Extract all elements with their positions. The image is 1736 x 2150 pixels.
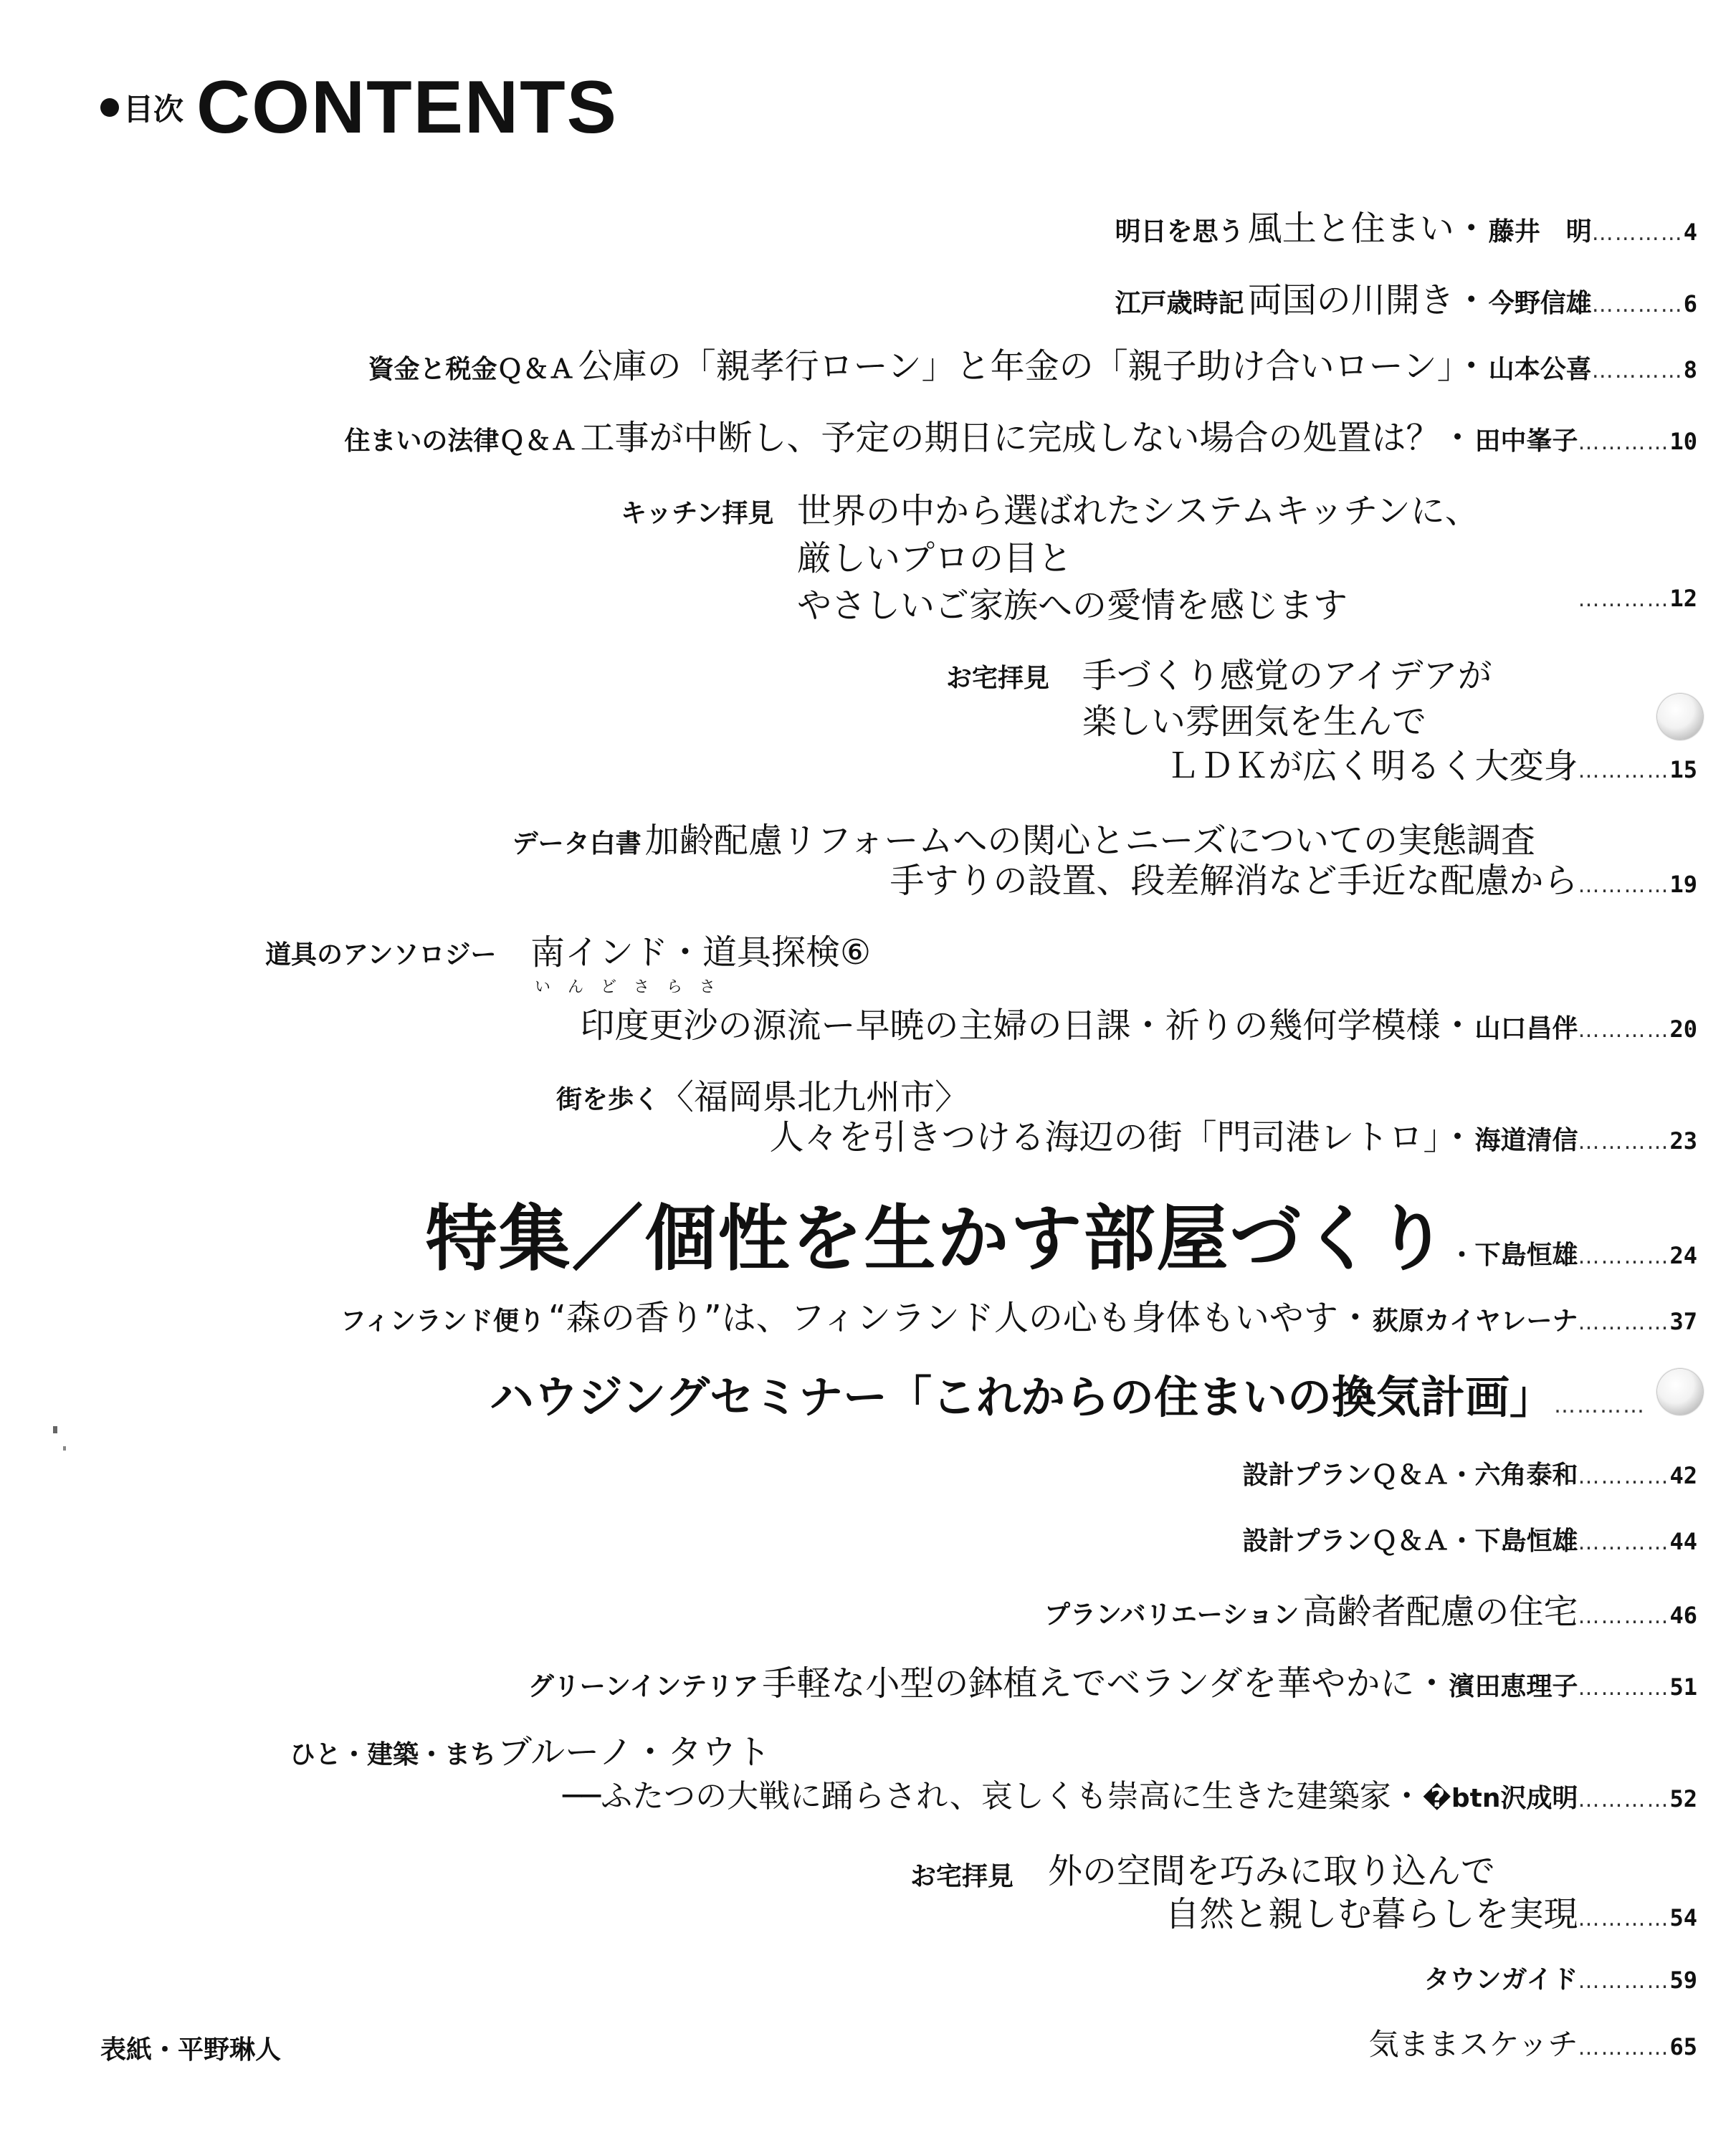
entry-label: データ白書 — [512, 829, 642, 859]
leader-dots: ………… — [1578, 1530, 1670, 1555]
toc-entry[interactable] — [340, 1290, 1697, 1339]
entry-title: 公庫の「親孝行ローン」と年金の「親子助け合いローン」・ — [578, 346, 1489, 386]
header-label: 目次 — [123, 92, 184, 127]
entry-title-line: 加齢配慮リフォームへの関心とニーズについての実態調査 — [644, 821, 1535, 861]
entry-label: キッチン拝見 — [621, 499, 774, 528]
page-number: 6 — [1683, 290, 1697, 317]
page-number: 24 — [1669, 1242, 1697, 1269]
entry-author: 海道清信 — [1474, 1126, 1578, 1155]
leader-dots: ………… — [1578, 1018, 1670, 1043]
scan-speck — [53, 1426, 57, 1433]
entry-title: 高齢者配慮の住宅 — [1302, 1592, 1578, 1632]
toc-entry[interactable] — [1242, 1455, 1697, 1491]
page-number: 51 — [1669, 1673, 1697, 1701]
leader-dots: ………… — [1578, 1969, 1670, 1994]
entry-title-line: ブルーノ・タウト — [497, 1732, 771, 1772]
entry-title: 風土と住まい・ — [1247, 209, 1489, 249]
entry-author: 藤井 明 — [1488, 217, 1592, 247]
toc-entry[interactable] — [1115, 201, 1697, 250]
page-number: 42 — [1669, 1462, 1697, 1489]
page-number: 52 — [1669, 1785, 1697, 1812]
page-number: 12 — [1669, 585, 1697, 612]
scan-speck — [63, 1446, 66, 1451]
tab-marker-icon — [1657, 1369, 1703, 1415]
entry-title-line: 印度更沙の源流ー早暁の主婦の日課・祈りの幾何学模様・ — [580, 1005, 1475, 1046]
leader-dots: ………… — [1578, 1676, 1670, 1701]
entry-label: 住まいの法律Ｑ＆Ａ — [344, 426, 577, 456]
seminar-title: ハウジングセミナー「これからの住まいの換気計画」 — [489, 1371, 1554, 1423]
toc-entry[interactable] — [368, 338, 1697, 388]
entry-title-line: 世界の中から選ばれたシステムキッチンに、 — [797, 491, 1479, 531]
toc-entry[interactable] — [528, 1656, 1697, 1705]
leader-dots: ………… — [1578, 1464, 1670, 1489]
toc-entry[interactable] — [1044, 1584, 1697, 1633]
entry-title-line: 〈福岡県北九州市〉 — [659, 1077, 970, 1117]
page-title: CONTENTS — [196, 65, 619, 149]
page-number: 44 — [1669, 1528, 1697, 1555]
tab-marker-icon — [1657, 694, 1703, 740]
seminar-entry[interactable] — [490, 1362, 1646, 1425]
entry-author: 下島恒雄 — [1474, 1526, 1578, 1556]
page-number: 46 — [1669, 1602, 1697, 1629]
entry-title-line: ──ふたつの大戦に踊らされ、哀しくも崇高に生きた建築家・ — [563, 1778, 1423, 1815]
entry-author: 今野信雄 — [1488, 289, 1592, 318]
entry-title-line: 外の空間を巧みに取り込んで — [1048, 1851, 1496, 1891]
entry-title-line: 南インド・道具探検⑥ — [530, 932, 872, 973]
leader-dots: ………… — [1578, 1129, 1670, 1155]
leader-dots: ………… — [1554, 1393, 1646, 1418]
feature-entry[interactable] — [425, 1181, 1697, 1284]
leader-dots: ………… — [1578, 758, 1670, 783]
page-number: 4 — [1683, 219, 1697, 246]
entry-author: 田中峯子 — [1474, 426, 1578, 456]
entry-title: “森の香り”は、フィンランド人の心も身体もいやす・ — [548, 1298, 1373, 1338]
entry-label: プランバリエーション — [1044, 1600, 1299, 1630]
entry-title-line: やさしいご家族への愛情を感じます — [797, 586, 1348, 626]
leader-dots: ………… — [1578, 1787, 1670, 1812]
toc-entry[interactable] — [344, 410, 1697, 459]
entry-author: 濱田恵理子 — [1449, 1672, 1578, 1701]
entry-label: 資金と税金Ｑ＆Ａ — [368, 355, 575, 384]
leader-dots: ………… — [1578, 1310, 1670, 1335]
entry-label: タウンガイド — [1423, 1965, 1578, 1994]
entry-title-line: 自然と親しむ暮らしを実現 — [1165, 1894, 1578, 1934]
entry-author: ・下島恒雄 — [1449, 1241, 1578, 1270]
entry-label: 設計プランＱ＆Ａ・ — [1242, 1526, 1475, 1556]
entry-label: グリーンインテリア — [528, 1672, 759, 1701]
cover-credit: 表紙・平野琳人 — [100, 2035, 282, 2065]
entry-label: 道具のアンソロジー — [265, 940, 497, 970]
entry-label: フィンランド便り — [340, 1306, 545, 1336]
entry-title-line: 厳しいプロの目と — [797, 538, 1073, 578]
entry-label: ひと・建築・まち — [290, 1740, 497, 1769]
entry-title-line: 手づくり感覚のアイデアが — [1082, 656, 1492, 696]
entry-author: 山口昌伴 — [1474, 1014, 1578, 1043]
bullet-icon — [100, 98, 119, 117]
entry-title: 気ままスケッチ — [1368, 2027, 1578, 2062]
page-number: 19 — [1669, 871, 1697, 898]
toc-entry[interactable] — [1115, 272, 1697, 322]
entry-title-line: 手すりの設置、段差解消など手近な配慮から — [890, 861, 1578, 901]
leader-dots: ………… — [1578, 1906, 1670, 1931]
contents-header — [100, 64, 618, 150]
entry-label: お宅拝見 — [910, 1862, 1014, 1891]
feature-title: 特集／個性を生かす部屋づくり — [425, 1196, 1449, 1281]
entry-title-line: 人々を引きつける海辺の街「門司港レトロ」・ — [769, 1117, 1475, 1157]
leader-dots: ………… — [1591, 358, 1684, 383]
page-number: 10 — [1669, 428, 1697, 455]
leader-dots: ………… — [1591, 292, 1684, 317]
entry-title: 工事が中断し、予定の期日に完成しない場合の処置は？・ — [580, 418, 1475, 458]
entry-title-line: 楽しい雰囲気を生んで — [1082, 702, 1427, 742]
toc-entry[interactable] — [1369, 2021, 1697, 2064]
leader-dots: ………… — [1578, 430, 1670, 455]
page-number: 54 — [1669, 1904, 1697, 1931]
entry-label: お宅拝見 — [946, 664, 1050, 693]
page-number: 20 — [1669, 1016, 1697, 1043]
leader-dots: ………… — [1578, 1604, 1670, 1629]
leader-dots: ………… — [1578, 587, 1670, 612]
toc-entry[interactable] — [1424, 1959, 1697, 1996]
entry-label: 明日を思う — [1115, 217, 1244, 247]
page-number: 8 — [1683, 356, 1697, 383]
entry-author: 山本公喜 — [1488, 355, 1592, 384]
entry-author: 荻原カイヤレーナ — [1372, 1306, 1578, 1336]
page-number: 59 — [1669, 1967, 1697, 1994]
entry-author: �btn沢成明 — [1422, 1784, 1578, 1813]
entry-label: 街を歩く — [556, 1085, 660, 1114]
page-number: 37 — [1669, 1308, 1697, 1335]
entry-title-line: ＬＤＫが広く明るく大変身 — [1165, 746, 1578, 786]
leader-dots: ………… — [1578, 2035, 1670, 2060]
leader-dots: ………… — [1578, 1244, 1670, 1269]
page-number: 23 — [1669, 1127, 1697, 1155]
page-number: 15 — [1669, 756, 1697, 783]
leader-dots: ………… — [1578, 873, 1670, 898]
furigana: いんどさらさ — [535, 978, 733, 996]
page-number: 65 — [1669, 2033, 1697, 2060]
toc-entry[interactable] — [1242, 1521, 1697, 1557]
entry-author: 六角泰和 — [1474, 1461, 1578, 1490]
entry-title: 手軽な小型の鉢植えでベランダを華やかに・ — [762, 1663, 1449, 1704]
entry-label: 設計プランＱ＆Ａ・ — [1242, 1461, 1475, 1490]
entry-title: 両国の川開き・ — [1247, 280, 1489, 320]
entry-label: 江戸歳時記 — [1115, 289, 1244, 318]
leader-dots: ………… — [1591, 221, 1684, 246]
